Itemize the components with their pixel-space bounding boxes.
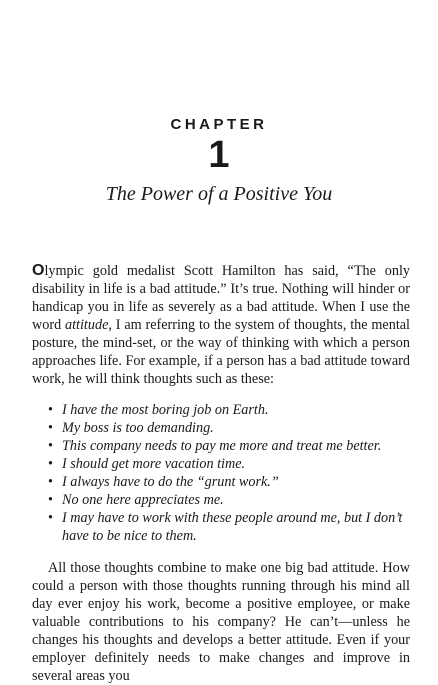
initial-letter: O	[32, 262, 45, 279]
thought-item	[48, 473, 410, 491]
thought-text: This company needs to pay me more and treat me better.	[62, 438, 382, 454]
chapter-title: The Power of a Positive You	[105, 183, 333, 205]
thought-text: I may have to work with these people around me, but I don’t have to be nice to them.	[62, 510, 403, 544]
thought-item	[48, 455, 410, 473]
bullet-icon: •	[48, 438, 53, 454]
bullet-icon: •	[48, 456, 53, 472]
bullet-icon: •	[48, 402, 53, 418]
thoughts-list	[32, 401, 410, 545]
thought-text: I should get more vacation time.	[62, 456, 246, 472]
paragraph-2: All those thoughts combine to make one big bad attitude. How could a person with those thoughts running through his mind all day ever enjoy his work, become a positive employee, or make valuable contributions to his company? He can’t—unless he changes his thoughts and develops a better attitude. Even if your employer definitely needs to make changes and improve in several areas you	[32, 560, 410, 684]
chapter-label: CHAPTER	[170, 116, 268, 133]
bullet-icon: •	[48, 492, 53, 508]
thought-item	[48, 509, 410, 545]
thought-item	[48, 491, 410, 509]
thought-item	[48, 437, 410, 455]
thought-text: My boss is too demanding.	[62, 420, 214, 436]
thought-item	[48, 419, 410, 437]
paragraph-1-text: lympic gold medalist Scott Hamilton has said, “The only disability in life is a bad attitude.” It’s true. Nothing will hinder or handicap you in life as severely as a bad attitude. When I use the word attitude, I am referring to the system of thoughts, the mental posture, the mind-set, or the way of thinking with which a person approaches life. For example, if a person has a bad attitude toward work, he will think thoughts such as these:	[32, 263, 410, 387]
bullet-icon: •	[48, 474, 53, 490]
chapter-number: 1	[208, 134, 230, 176]
thought-text: I always have to do the “grunt work.”	[62, 474, 279, 490]
thought-item	[48, 401, 410, 419]
paragraph-1	[32, 262, 410, 388]
bullet-icon: •	[48, 510, 53, 526]
bullet-icon: •	[48, 420, 53, 436]
chapter-body	[32, 262, 410, 685]
thought-text: I have the most boring job on Earth.	[62, 402, 269, 418]
thought-text: No one here appreciates me.	[62, 492, 224, 508]
